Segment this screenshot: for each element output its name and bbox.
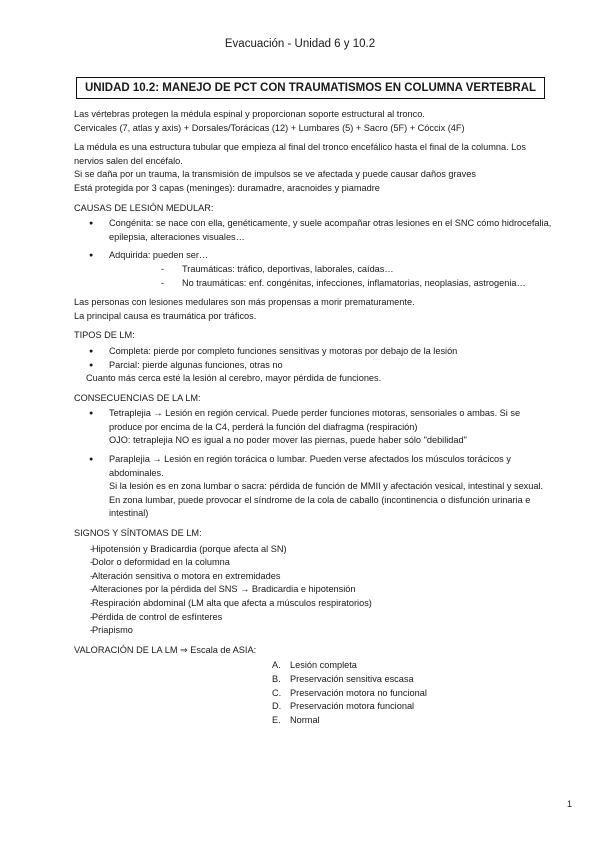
asia-text: Normal — [290, 714, 320, 725]
medula-line: La médula es una estructura tubular que empieza al final del tronco encefálico hasta el final de la columna. Los nervios salen del encéfalo. — [74, 142, 526, 166]
tipos-heading: TIPOS DE LM: — [74, 330, 135, 341]
document-body — [74, 108, 554, 727]
tipo-item: ● Parcial: pierde algunas funciones, otras no — [74, 359, 554, 373]
signo-item: - Pérdida de control de esfínteres — [74, 611, 554, 625]
intro-line: Cervicales (7, atlas y axis) + Dorsales/Torácicas (12) + Lumbares (5) + Sacro (5F) + Cóccix (4F) — [74, 122, 465, 133]
paraplejia-line: En zona lumbar, puede provocar el síndrome de la cola de caballo (incontinencia o disfunción urinaria e intestinal) — [109, 494, 531, 519]
asia-letter: D. — [272, 701, 282, 712]
tipos-note: Cuanto más cerca esté la lesión al cerebro, mayor pérdida de funciones. — [86, 373, 382, 384]
asia-text: Preservación sensitiva escasa — [290, 673, 414, 684]
consecuencia-tetraplejia — [74, 407, 554, 448]
personas-line: La principal causa es traumática por tráficos. — [74, 310, 257, 321]
valoracion-section — [74, 644, 554, 728]
consecuencia-paraplejia — [74, 453, 554, 521]
causa-sub-item: - Traumáticas: tráfico, deportivas, laborales, caídas… — [74, 263, 554, 277]
asia-letter: B. — [272, 673, 281, 684]
medula-paragraph — [74, 141, 554, 195]
tetraplejia-line: OJO: tetraplejia NO es igual a no poder mover las piernas, puede haber sólo "debilidad" — [109, 435, 467, 446]
valoracion-heading: VALORACIÓN DE LA LM ⇒ Escala de ASIA: — [74, 644, 257, 655]
medula-line: Está protegida por 3 capas (meninges): duramadre, aracnoides y piamadre — [74, 182, 380, 193]
asia-item — [74, 687, 554, 701]
medula-line: Si se daña por un trauma, la transmisión de impulsos se ve afectada y puede causar daños graves — [74, 169, 476, 180]
signo-item: - Dolor o deformidad en la columna — [74, 556, 554, 570]
asia-text: Preservación motora no funcional — [290, 687, 427, 698]
asia-item — [74, 673, 554, 687]
signo-item: - Hipotensión y Bradicardia (porque afecta al SN) — [74, 543, 554, 557]
causa-adquirida: ● Adquirida: pueden ser… — [74, 249, 554, 263]
signos-section — [74, 527, 554, 638]
causa-sub-item: - No traumáticas: enf. congénitas, infecciones, inflamatorias, neoplasias, astrogenia… — [74, 277, 554, 291]
asia-item — [74, 714, 554, 728]
personas-line: Las personas con lesiones medulares son más propensas a morir prematuramente. — [74, 297, 415, 308]
intro-paragraph — [74, 108, 554, 135]
tipos-section — [74, 329, 554, 385]
asia-text: Lesión completa — [290, 660, 357, 671]
signo-item: - Alteraciones por la pérdida del SNS → Bradicardia e hipotensión — [74, 583, 554, 597]
intro-line: Las vértebras protegen la médula espinal y proporcionan soporte estructural al tronco. — [74, 109, 425, 119]
causa-congenita: ● Congénita: se nace con ella, genéticamente, y suele acompañar otras lesiones en el SNC cómo hidrocefalia, epilepsia, alteraciones visuales… — [74, 217, 554, 244]
asia-item — [74, 700, 554, 714]
unit-title: UNIDAD 10.2: MANEJO DE PCT CON TRAUMATISMOS EN COLUMNA VERTEBRAL — [76, 77, 545, 99]
paraplejia-line: Si la lesión es en zona lumbar o sacra: pérdida de función de MMII y afectación vesical, intestinal y sexual. — [109, 481, 544, 492]
signos-heading: SIGNOS Y SÍNTOMAS DE LM: — [74, 528, 202, 539]
consecuencias-heading: CONSECUENCIAS DE LA LM: — [74, 392, 201, 403]
signo-item: - Priapismo — [74, 624, 554, 638]
asia-letter: C. — [272, 687, 282, 698]
paraplejia-line: ● Paraplejia → Lesión en región torácica o lumbar. Pueden verse afectados los músculos torácicos y abdominales. — [109, 454, 511, 478]
tetraplejia-line: ● Tetraplejia → Lesión en región cervical. Puede perder funciones motoras, sensoriales o ambas. Si se produce por encima de la C4, perderá la función del diafragma (respiración) — [109, 408, 521, 432]
page-header: Evacuación - Unidad 6 y 10.2 — [224, 38, 376, 50]
consecuencias-section — [74, 392, 554, 521]
asia-text: Preservación motora funcional — [290, 701, 415, 712]
signo-item: - Respiración abdominal (LM alta que afecta a músculos respiratorios) — [74, 597, 554, 611]
asia-letter: E. — [272, 714, 281, 725]
causas-section — [74, 202, 554, 291]
page-number: 1 — [566, 799, 572, 809]
signo-item: - Alteración sensitiva o motora en extremidades — [74, 570, 554, 584]
asia-letter: A. — [272, 660, 281, 671]
personas-paragraph — [74, 296, 554, 323]
causas-heading: CAUSAS DE LESIÓN MEDULAR: — [74, 202, 214, 213]
tipo-item: ● Completa: pierde por completo funciones sensitivas y motoras por debajo de la lesión — [74, 345, 554, 359]
asia-item — [74, 659, 554, 673]
